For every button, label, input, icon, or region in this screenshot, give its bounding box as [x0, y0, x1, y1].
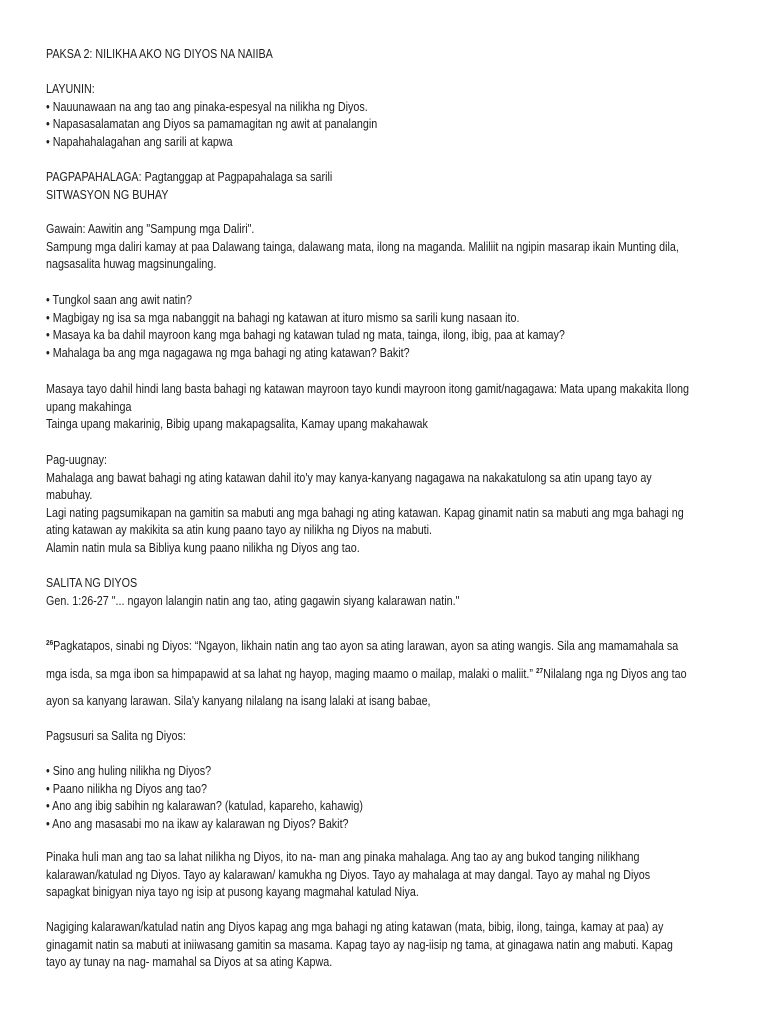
document-body: [46, 0, 717, 1024]
pinaka-paragraph: [46, 849, 717, 902]
bullet-item: • Paano nilikha ng Diyos ang tao?: [46, 781, 207, 796]
verse-text: Nilalang nga ng Diyos ang tao: [543, 666, 687, 681]
paragraph-line: Gawain: Aawitin ang "Sampung mga Daliri".: [46, 222, 255, 236]
bullet-item: • Masaya ka ba dahil mayroon kang mga bahagi ng katawan tulad ng mata, tainga, ilong, ibig, paa at kamay?: [46, 328, 565, 343]
bible-verse: [46, 633, 717, 716]
verse-text: Pagkatapos, sinabi ng Diyos: “Ngayon, likhain natin ang tao ayon sa ating larawan, ayon sa ating wangis. Sila ang mamamahala sa: [53, 639, 679, 653]
layunin-section: [46, 81, 717, 151]
bullet-item: • Magbigay ng isa sa mga nabanggit na bahagi ng katawan at ituro mismo sa sarili kung nasaan ito.: [46, 310, 520, 325]
bullet-item: • Ano ang ibig sabihin ng kalarawan? (katulad, kapareho, kahawig): [46, 799, 363, 814]
paragraph-line: Tainga upang makarinig, Bibig upang makapagsalita, Kamay upang makahawak: [46, 417, 428, 432]
paragraph-line: kalarawan/katulad ng Diyos. Tayo ay kalarawan/ kamukha ng Diyos. Tayo ay mahalaga at may dangal. Tayo ay mahal ng Diyos: [46, 867, 651, 882]
verse-text: ayon sa kanyang larawan. Sila'y kanyang nilalang na isang lalaki at isang babae,: [46, 694, 431, 708]
title-block: [46, 46, 717, 64]
masaya-paragraph: [46, 381, 717, 434]
section-heading-sitwasyon: SITWASYON NG BUHAY: [46, 187, 169, 202]
pagsusuri-heading-block: [46, 728, 717, 746]
paragraph-line: upang makahinga: [46, 399, 132, 414]
verse-line: [46, 633, 717, 661]
paragraph-line: Pinaka huli man ang tao sa lahat nilikha ng Diyos, ito na- man ang pinaka mahalaga. Ang tao ay ang bukod tanging nilikhang: [46, 850, 640, 864]
bullet-item: • Napasasalamatan ang Diyos sa pamamagitan ng awit at panalangin: [46, 117, 378, 132]
verse-number: 26: [46, 638, 54, 647]
paragraph-line: Nagiging kalarawan/katulad natin ang Diyos kapag ang mga bahagi ng ating katawan (mata, bibig, ilong, tainga, kamay at paa) ay: [46, 920, 664, 934]
section-heading-pag-uugnay: Pag-uugnay:: [46, 453, 107, 467]
pagpapahalaga-section: [46, 169, 717, 204]
bullet-item: • Napahahalagahan ang sarili at kapwa: [46, 134, 233, 149]
bullet-item: • Mahalaga ba ang mga nagagawa ng mga bahagi ng ating katawan? Bakit?: [46, 345, 410, 360]
salita-section: [46, 575, 717, 610]
page-title: PAKSA 2: NILIKHA AKO NG DIYOS NA NAIIBA: [46, 47, 273, 61]
bullet-item: • Ano ang masasabi mo na ikaw ay kalarawan ng Diyos? Bakit?: [46, 816, 349, 831]
paragraph-line: Alamin natin mula sa Bibliya kung paano nilikha ng Diyos ang tao.: [46, 540, 360, 555]
verse-line: [46, 661, 717, 689]
paragraph-line: Masaya tayo dahil hindi lang basta bahagi ng katawan mayroon tayo kundi mayroon itong gamit/nagagawa: Mata upang makakita Ilong: [46, 382, 690, 396]
paragraph-line: mabuhay.: [46, 488, 93, 503]
section-heading-pagsusuri: Pagsusuri sa Salita ng Diyos:: [46, 729, 186, 743]
verse-line: [46, 688, 717, 716]
bullet-item: • Sino ang huling nilikha ng Diyos?: [46, 764, 212, 778]
pag-uugnay-section: [46, 452, 717, 558]
bullet-item: • Tungkol saan ang awit natin?: [46, 293, 193, 307]
bullet-item: • Nauunawaan na ang tao ang pinaka-espesyal na nilikha ng Diyos.: [46, 99, 368, 114]
paragraph-line: Mahalaga ang bawat bahagi ng ating katawan dahil ito'y may kanya-kanyang nagagawa na nakakatulong sa atin upang tayo ay: [46, 470, 652, 485]
paragraph-line: Lagi nating pagsumikapan na gamitin sa mabuti ang mga bahagi ng ating katawan. Kapag ginamit natin sa mabuti ang mga bahagi ng: [46, 505, 684, 520]
paragraph-line: Sampung mga daliri kamay at paa Dalawang tainga, dalawang mata, ilong na maganda. Maliliit na ngipin masarap ikain Munting dila,: [46, 239, 679, 254]
verse-text: mga isda, sa mga ibon sa himpapawid at sa lahat ng hayop, maging maamo o mailap, malaki o maliit.”: [46, 666, 536, 681]
gawain-section: [46, 221, 717, 274]
song-questions: [46, 292, 717, 362]
paragraph-line: sapagkat binigyan niya tayo ng isip at pusong kayang magmahal katulad Niya.: [46, 885, 419, 900]
bible-reference: Gen. 1:26-27 "... ngayon lalangin natin ang tao, ating gagawin siyang kalarawan natin.": [46, 593, 460, 608]
section-heading-pagpapahalaga: PAGPAPAHALAGA: Pagtanggap at Pagpapahalaga sa sarili: [46, 170, 333, 184]
section-heading-layunin: LAYUNIN:: [46, 82, 95, 96]
paragraph-line: tayo ay tunay na nag- mamahal sa Diyos at sa ating Kapwa.: [46, 955, 333, 970]
verse-number: 27: [535, 665, 544, 675]
nagiging-paragraph: [46, 919, 717, 972]
pagsusuri-questions: [46, 763, 717, 833]
section-heading-salita: SALITA NG DIYOS: [46, 576, 138, 590]
paragraph-line: nagsasalita huwag magsinungaling.: [46, 257, 217, 272]
paragraph-line: ginagamit natin sa mabuti at iniiwasang gamitin sa masama. Kapag tayo ay nag-iisip ng tama, at ginagawa natin ang mabuti. Kapag: [46, 937, 673, 952]
paragraph-line: ating katawan ay makikita sa atin kung paano tayo ay nilikha ng Diyos na mabuti.: [46, 523, 433, 538]
